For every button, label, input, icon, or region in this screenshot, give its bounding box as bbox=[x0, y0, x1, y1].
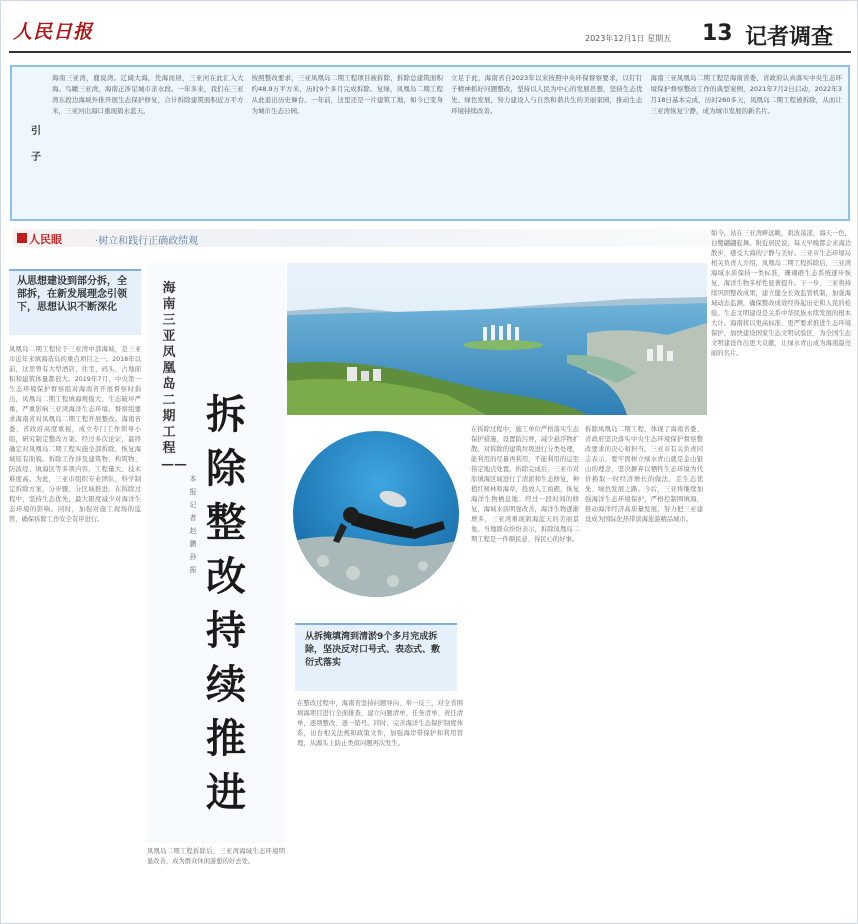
intro-paragraph: 海南三亚湾，鹿说湾。辽阔大海，凭海而居，三亚河在此汇入大海。鸟瞰三亚湾，海南正涉足城市亲水段。一年多来，我们在三亚湾东段边海域外推开展生态保护修复，合计拆除建筑面积近万平方米，三亚河出海口重现碧水蓝天。 bbox=[52, 74, 244, 115]
aerial-bay-photo bbox=[287, 263, 707, 415]
article-body: 在整改过程中，海南省坚持问题导向，举一反三，对全省围填海项目进行全面排查，建立问题清单、任务清单、责任清单，逐项整改、逐一销号。同时，完善海洋生态保护制度体系，出台相关法规和政策文件，加强海岸带保护和利用管理，从源头上防止类似问题再次发生。 bbox=[297, 700, 463, 747]
banner-subtitle: ·树立和践行正确政绩观 bbox=[95, 236, 199, 247]
article-body: 在拆除过程中，施工单位严格落实生态保护措施，设置防污屏，减少悬浮物扩散。对拆除的建筑垃圾进行分类处理，能利用的尽量再利用，不能利用的运至指定地点处置。拆除完成后，三亚市对原填海区域进行了清淤和生态修复，种植红树林和海草，投放人工鱼礁，恢复海洋生物栖息地。经过一段时间的修复，海域水质明显改善，海洋生物逐渐增多，三亚湾重现碧海蓝天的美丽景象。当地群众纷纷表示，拆除凤凰岛二期工程是一件顺民意、得民心的好事。 bbox=[471, 426, 579, 543]
left-column bbox=[9, 269, 141, 921]
article-body: 凤凰岛二期工程拆除后，三亚湾海域生态环境明显改善，成为群众休闲游憩的好去处。 bbox=[147, 848, 285, 865]
masthead bbox=[9, 13, 851, 53]
intro-box bbox=[10, 65, 850, 221]
banner-title: 人民眼 bbox=[29, 233, 62, 246]
intro-label: 引子 bbox=[31, 126, 41, 163]
subheading: 从思想建设到部分拆，全部拆，在新发展理念引领下，思想认识不断深化 bbox=[9, 269, 141, 335]
newspaper-logo: 人民日报 bbox=[13, 21, 94, 43]
article-body: 凤凰岛二期工程位于三亚湾中部海域，是三亚市近年来填海造岛的重点项目之一。2018年以前，这里曾有大型酒店、住宅、码头，占地面积和建筑体量都很大。2019年7月，中央第一生态环境保护督察组对海南省开展督察时指出，凤凰岛二期工程填海规模大、生态破坏严重，严重影响三亚湾海洋生态环境。督察组要求海南省对凤凰岛二期工程开展整改。海南省委、省政府高度重视，成立专门工作领导小组，研究制定整改方案。经过多次论证，最终确定对凤凰岛二期工程实施全部拆除，恢复海域原有面貌。拆除工作涉及建筑物、构筑物、防波堤、填海区等多项内容，工程量大、技术难度高。为此，三亚市组织专业团队，科学制定拆除方案，分步骤、分区域推进。在拆除过程中，坚持生态优先，最大限度减少对海洋生态环境的影响。同时，加强对施工现场的监管，确保拆除工作安全有序进行。 bbox=[9, 346, 141, 523]
page-number: 13 bbox=[702, 21, 733, 46]
issue-date: 2023年12月1日 星期五 bbox=[585, 34, 672, 43]
people-eye-icon bbox=[17, 233, 27, 243]
article-body: 拆除凤凰岛二期工程，体现了海南省委、省政府坚决落实中央生态环境保护督察整改要求的决心和担当。三亚市有关负责同志表示，要牢固树立绿水青山就是金山银山的理念，坚决摒弃以牺牲生态环境为代价换取一时经济增长的做法，走生态优先、绿色发展之路。今后，三亚将继续加强海洋生态环境保护，严格控制围填海，推动海洋经济高质量发展，努力把三亚建设成为国际化热带滨海旅游精品城市。 bbox=[585, 426, 703, 523]
byline: 本报记者 赵 鹏 孙 振 bbox=[189, 475, 197, 574]
main-headline: 拆除整改持续推进 bbox=[206, 391, 246, 816]
headline-block bbox=[147, 263, 285, 843]
intro-paragraph: 海南三亚凤凰岛二期工程是海南省委、省政府认真落实中央生态环境保护督察整改工作的典型案例，2021年7月2日启动，2022年3月18日基本完成，历时260多天，凤凰岛二期工程被拆除，从而让三亚湾恢复宁静，成为城市发展的新名片。 bbox=[650, 74, 842, 115]
subheading: 从拆掩填湾到清淤9个多月完成拆除，坚决反对口号式、表态式、敷衍式落实 bbox=[295, 623, 457, 691]
column-banner bbox=[13, 229, 739, 247]
intro-paragraph: 立足于此，海南省自2023年以来按照中央环保督察要求，以钉钉子精神抓好问题整改，坚持以人民为中心的发展思想，坚持生态优先、绿色发展，努力建设人与自然和谐共生的美丽家园，推动生态环境持续改善。 bbox=[451, 74, 643, 115]
section-title: 记者调查 bbox=[745, 25, 834, 50]
intro-paragraph: 按照整改要求，三亚凤凰岛二期工程项目被拆除，拆除总建筑面积约48.9万平方米，历时9个多月完成拆除、复绿，凤凰岛二期工程从此退出历史舞台。一年前，这里还是一片建筑工地，如今已变身为城市生态公园。 bbox=[251, 74, 443, 115]
article-body: 如今，站在三亚湾畔远眺，碧波荡漾，海天一色，白鹭翩翩起舞。附近居民说，每天早晚都会来海边散步，感受大海的宁静与美好。三亚市生态环境局相关负责人介绍，凤凰岛二期工程拆除后，三亚湾海域水质保持一类标准，珊瑚礁生态系统逐步恢复，海洋生物多样性显著提升。下一步，三亚将持续巩固整改成果，建立健全长效监管机制，加强海域动态监测，确保整改成效经得起历史和人民的检验。生态文明建设是关系中华民族永续发展的根本大计。海南将以更高标准、更严要求推进生态环境保护，加快建设国家生态文明试验区，为全国生态文明建设作出更大贡献，让绿水青山成为海南最亮丽的名片。 bbox=[711, 230, 851, 357]
kicker: 海南三亚凤凰岛二期工程—— bbox=[161, 281, 187, 472]
diver-photo bbox=[291, 429, 461, 599]
